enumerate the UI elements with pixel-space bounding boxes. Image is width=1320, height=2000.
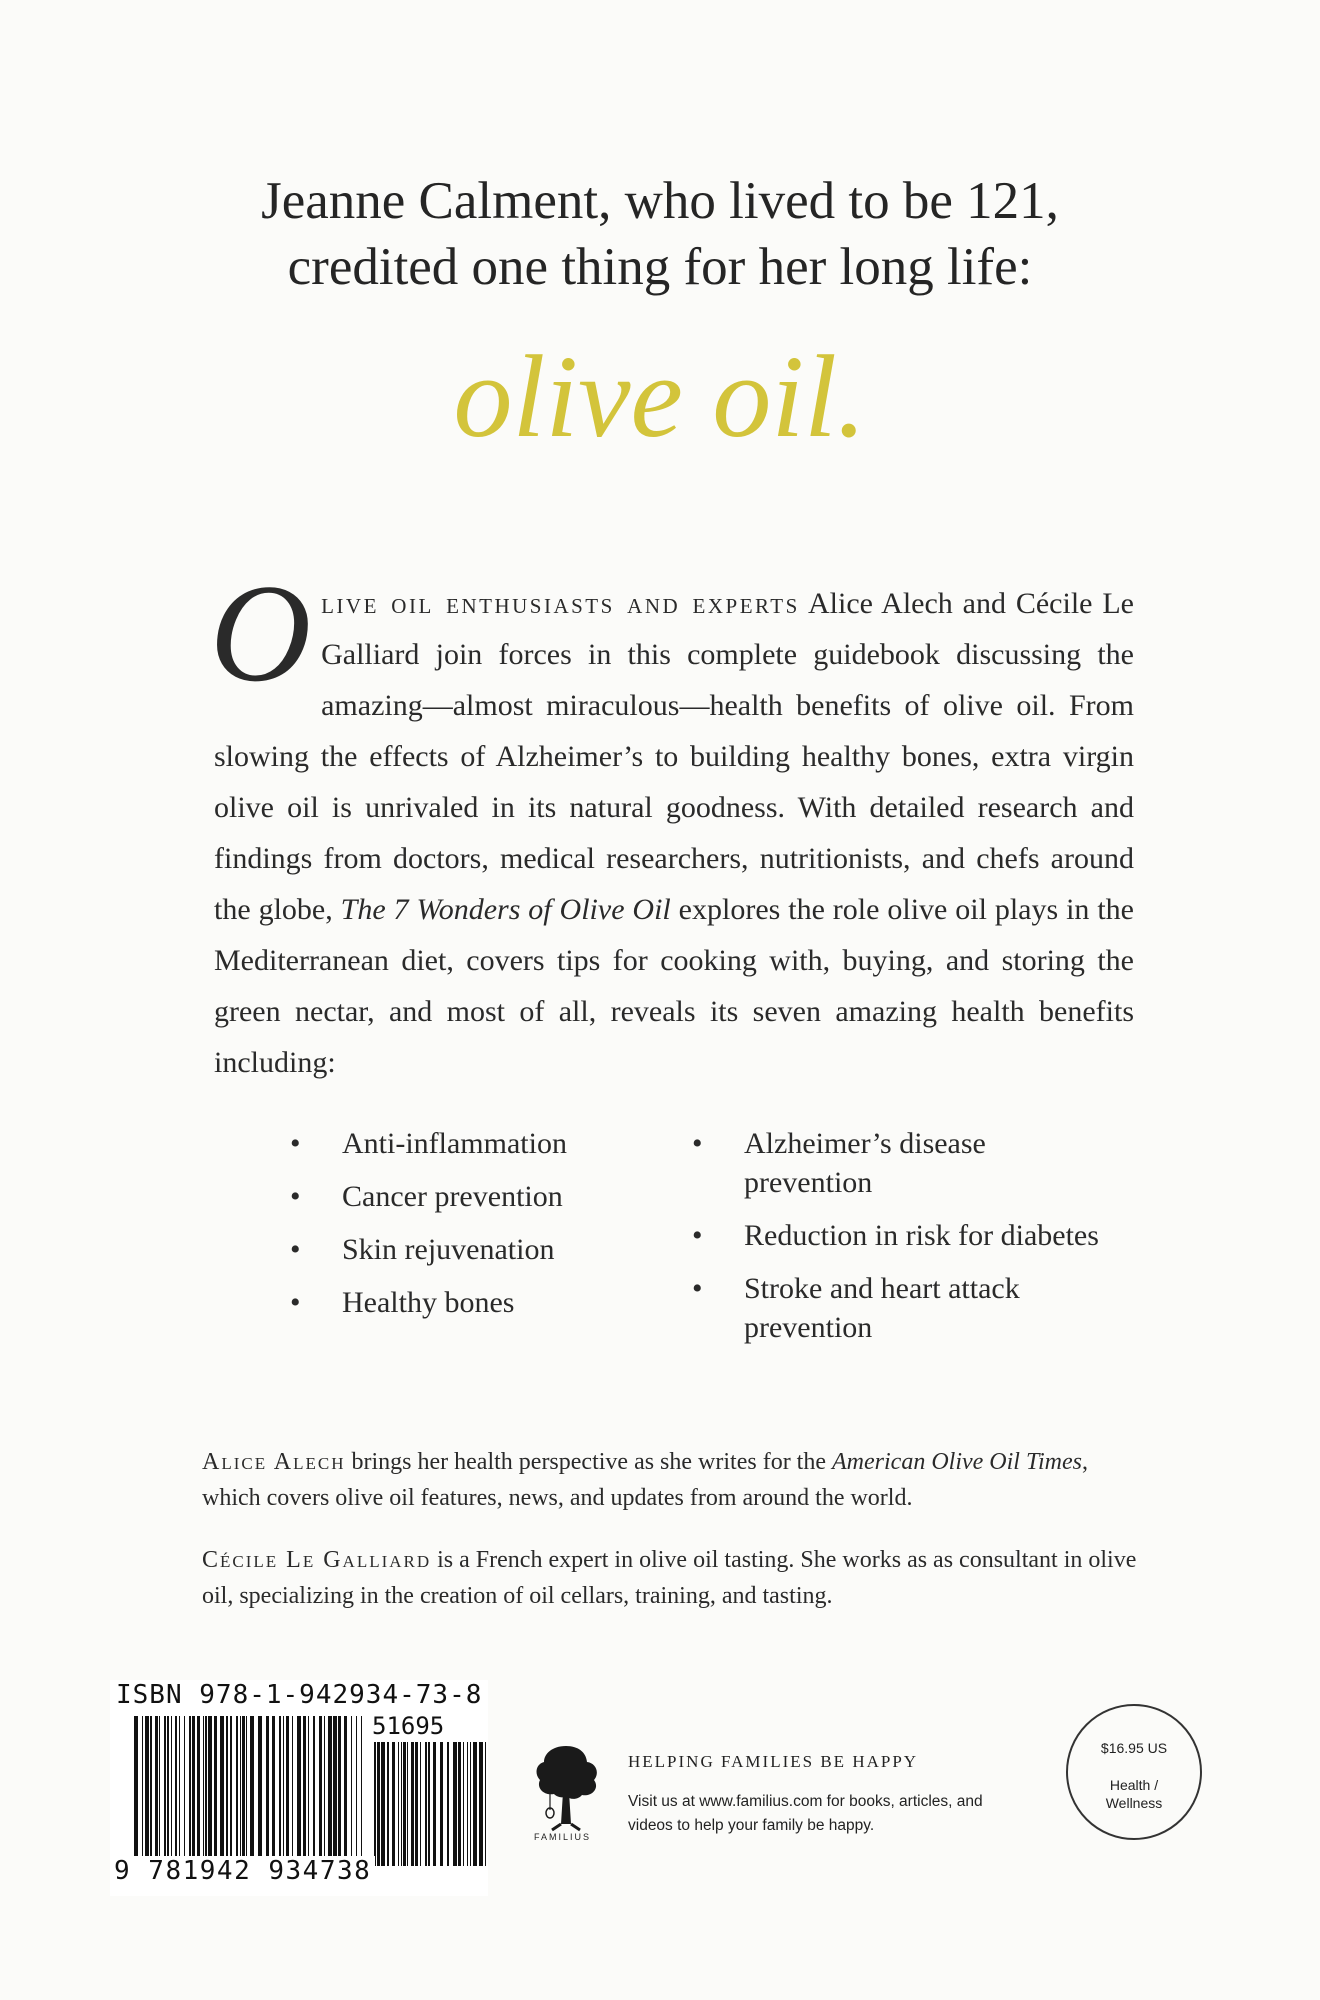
book-title: The 7 Wonders of Olive Oil xyxy=(340,893,671,926)
category-label xyxy=(1068,1776,1200,1812)
quote-line-1: Jeanne Calment, who lived to be 121, xyxy=(261,172,1059,230)
benefit-item: • Stroke and heart attack prevention xyxy=(692,1269,1112,1347)
price-label: $16.95 US xyxy=(1100,1740,1168,1756)
benefit-item: • Alzheimer’s disease prevention xyxy=(692,1124,1112,1202)
benefits-list-left xyxy=(290,1124,650,1336)
price-code: 51695 xyxy=(372,1712,445,1740)
author-name: Cécile Le Galliard xyxy=(202,1547,432,1573)
publication-name: American Olive Oil Times xyxy=(832,1449,1082,1475)
author-bio-cecile xyxy=(202,1542,1150,1614)
quote-line-2: credited one thing for her long life: xyxy=(287,238,1033,296)
publisher-logo-word: FAMILIUS xyxy=(534,1832,592,1842)
familius-tree-icon xyxy=(530,1740,602,1832)
category-line: Wellness xyxy=(1105,1795,1163,1811)
barcode-bars xyxy=(134,1716,364,1866)
publisher-visit-text: Visit us at www.familius.com for books, articles, and videos to help your family be happy. xyxy=(628,1793,983,1834)
benefit-item: • Cancer prevention xyxy=(290,1177,650,1216)
description-part-2: explores the role olive oil plays in the Mediterranean diet, covers tips for cooking with, buying, and storing the green nectar, and most of all, reveals its seven amazing health benefits including: xyxy=(214,893,1134,1079)
benefit-item: • Skin rejuvenation xyxy=(290,1230,650,1269)
ean-digits: 9 781942 934738 xyxy=(114,1856,375,1886)
bio-text: brings her health perspective as she writes for the xyxy=(345,1449,833,1475)
barcode-addon-bars xyxy=(374,1742,486,1866)
quote-highlight: olive oil. xyxy=(453,331,867,462)
description-lead: live oil enthusiasts and experts xyxy=(321,587,800,620)
benefit-item: • Reduction in risk for diabetes xyxy=(692,1216,1112,1255)
isbn-label: ISBN 978-1-942934-73-8 xyxy=(116,1680,483,1710)
publisher-tagline: HELPING FAMILIES BE HAPPY xyxy=(628,1752,919,1771)
author-name: Alice Alech xyxy=(202,1449,346,1475)
drop-cap: O xyxy=(210,556,312,711)
author-bio-alice xyxy=(202,1444,1150,1516)
bio-text: , which covers olive oil features, news, and updates from around the world. xyxy=(202,1449,1088,1511)
price-badge xyxy=(1066,1704,1202,1840)
benefits-list-right xyxy=(692,1124,1112,1361)
category-line: Health / xyxy=(1109,1777,1159,1793)
bio-text: is a French expert in olive oil tasting. She works as as consultant in olive oil, specializing in the creation of oil cellars, training, and tasting. xyxy=(202,1547,1137,1609)
cover-quote xyxy=(0,168,1320,300)
benefit-item: • Healthy bones xyxy=(290,1283,650,1322)
description-part-1: Alice Alech and Cécile Le Galliard join forces in this complete guidebook discussing the amazing—almost miraculous—health benefits of olive oil. From slowing the effects of Alzheimer’s to building healthy bones, extra virgin olive oil is unrivaled in its natural goodness. With detailed research and findings from doctors, medical researchers, nutritionists, and chefs around the globe, xyxy=(214,587,1134,926)
isbn-barcode xyxy=(110,1680,488,1896)
book-description xyxy=(210,556,1134,1088)
benefit-item: • Anti-inflammation xyxy=(290,1124,650,1163)
